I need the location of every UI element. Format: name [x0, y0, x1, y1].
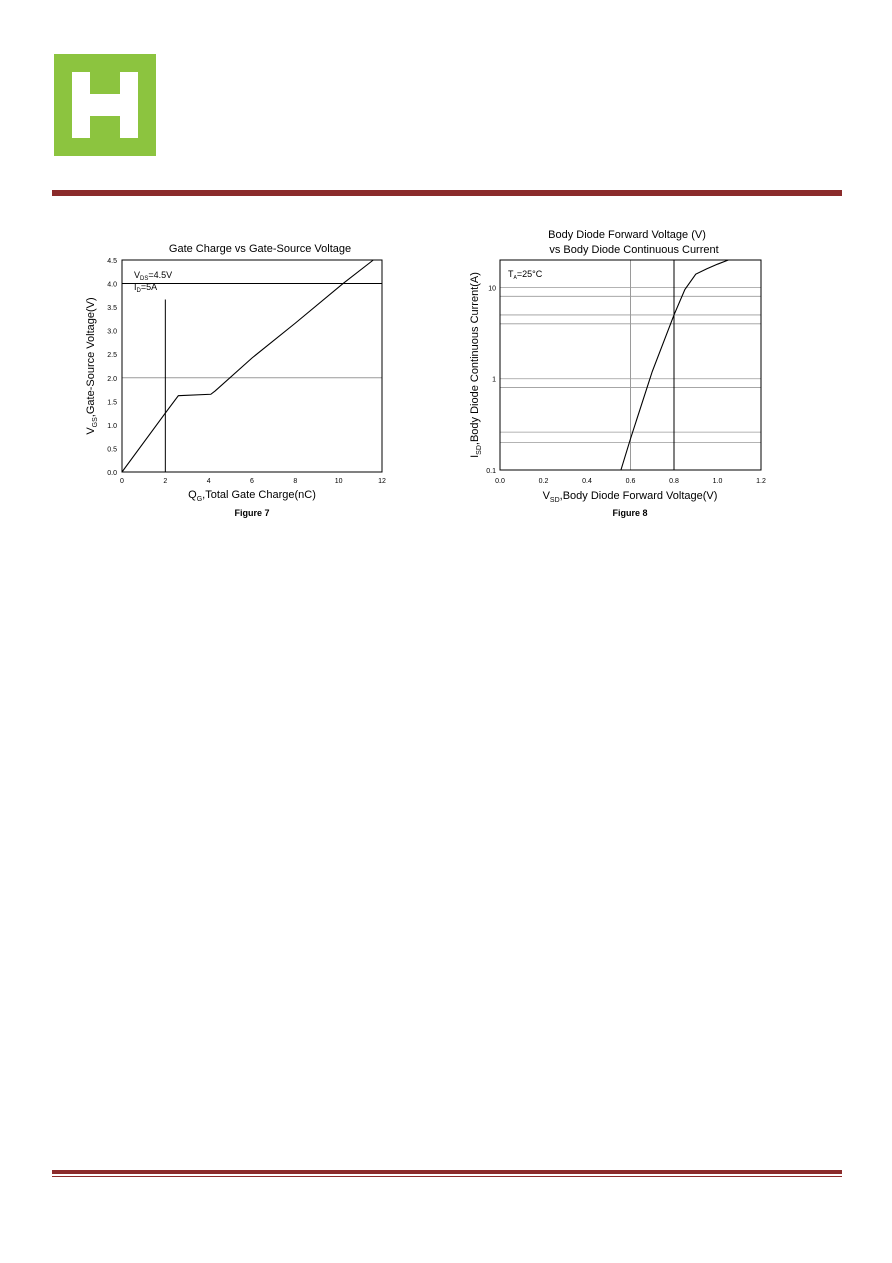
y-tick-label: 1 — [492, 376, 496, 384]
x-tick-label: 1.0 — [712, 478, 723, 485]
x-tick-label: 12 — [378, 478, 386, 485]
x-tick-label: 0.8 — [669, 478, 679, 485]
x-tick-label: 4 — [206, 478, 211, 485]
y-axis-label: $I_{SD},Body$ Diode Continuous Current(A) — [469, 272, 483, 458]
y-tick-label: 3.5 — [107, 305, 117, 313]
figure-caption: Figure 7 — [234, 508, 270, 518]
chart-title-line2: vs Body Diode Continuous Current — [549, 244, 719, 256]
x-tick-label: 0 — [120, 478, 124, 485]
x-tick-label: 1.2 — [756, 478, 766, 485]
y-tick-label: 4.5 — [107, 258, 117, 265]
header-rule — [52, 190, 842, 196]
plot-frame — [122, 260, 382, 472]
y-tick-label: 2.0 — [107, 375, 117, 383]
chart-title: Gate Charge vs Gate-Source Voltage — [168, 243, 352, 255]
y-tick-label: 1.0 — [107, 422, 117, 430]
annotation-id: $I_D=5A$ — [134, 282, 158, 294]
x-tick-label: 0.4 — [582, 478, 592, 485]
body-diode-chart — [462, 222, 782, 522]
x-tick-label: 0.0 — [495, 478, 505, 485]
x-tick-label: 10 — [334, 478, 343, 485]
figure-caption: Figure 8 — [612, 508, 648, 518]
footer-rule — [52, 1170, 842, 1174]
gate-charge-chart — [80, 232, 400, 522]
x-tick-label: 0.2 — [538, 478, 549, 485]
series-line — [621, 260, 728, 470]
x-tick-label: 8 — [293, 478, 298, 485]
x-axis-label: $Q_G,Total$ Gate Charge(nC) — [188, 489, 316, 503]
x-tick-label: 2 — [163, 478, 168, 485]
annotation-ta: $T_A=25^\circ C$ — [508, 269, 543, 281]
chart-title-line1: Body Diode Forward Voltage (V) — [548, 229, 706, 241]
company-logo-icon — [54, 54, 156, 156]
y-tick-label: 4.0 — [107, 281, 117, 289]
y-tick-label: 1.5 — [107, 399, 117, 407]
y-tick-label: 2.5 — [107, 352, 117, 360]
x-axis-label: $V_{SD},Body$ Diode Forward Voltage(V) — [542, 490, 718, 504]
x-tick-label: 0.6 — [625, 478, 636, 485]
y-tick-label: 0.1 — [486, 468, 496, 475]
y-tick-label: 0.5 — [107, 446, 117, 454]
series-line — [122, 260, 373, 472]
x-tick-label: 6 — [250, 478, 254, 485]
annotation-vds: $V_{DS}=4.5V$ — [134, 270, 173, 282]
y-axis-label: $V_{GS},Gate$-Source Voltage(V) — [85, 297, 99, 435]
y-tick-label: 3.0 — [107, 328, 117, 336]
y-tick-label: 10 — [488, 285, 496, 293]
y-tick-label: 0.0 — [107, 470, 117, 477]
footer-rule-thin — [52, 1176, 842, 1177]
